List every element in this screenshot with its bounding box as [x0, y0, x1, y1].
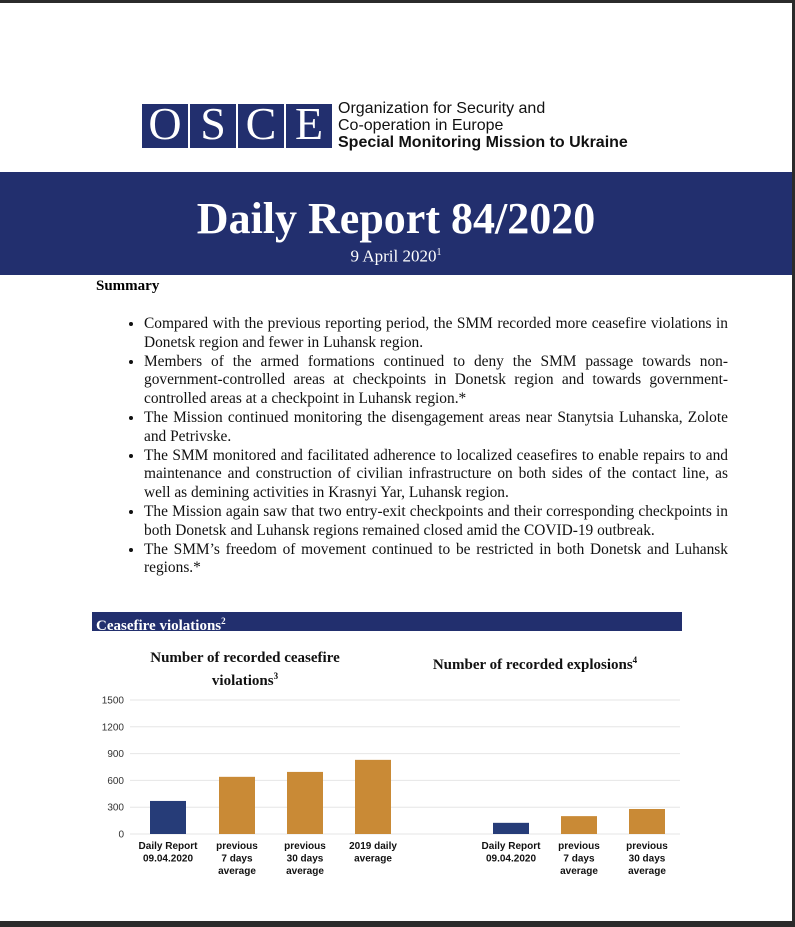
y-tick-label: 600	[107, 775, 124, 787]
bar	[287, 772, 323, 834]
logo-letter: S	[190, 104, 236, 148]
chart-title-violations: Number of recorded ceasefire violations$^3$	[150, 650, 340, 689]
bar	[150, 801, 186, 834]
org-name-line1: Organization for Security and	[338, 100, 546, 117]
list-item: • The SMM monitored and facilitated adherence to localized ceasefires to enable repairs to and maintenance and construction of civilian infrastructure on both sides of the contact line, as well as demining activities in Krasnyi Yar, Luhansk region.	[144, 447, 728, 503]
y-tick-label: 300	[107, 802, 124, 814]
logo-letter: E	[286, 104, 332, 148]
report-date: 9 April 2020$^1$	[350, 246, 442, 266]
y-tick-label: 1200	[101, 722, 124, 734]
list-item: • The SMM’s freedom of movement continued to be restricted in both Donetsk and Luhansk regions.*	[144, 541, 728, 579]
x-tick-label: Daily Report 09.04.2020	[138, 841, 198, 865]
list-item: • The Mission again saw that two entry-exit checkpoints and their corresponding checkpoints in both Donetsk and Luhansk regions remained closed amid the COVID-19 outbreak.	[144, 503, 728, 541]
list-item: • The Mission continued monitoring the disengagement areas near Stanytsia Luhanska, Zolote and Petrivske.	[144, 409, 728, 447]
y-tick-label: 0	[118, 829, 124, 841]
list-item: • Members of the armed formations continued to deny the SMM passage towards non-government-controlled areas at checkpoints in Donetsk region and towards government-controlled areas at a checkpoint in Luhansk region.*	[144, 353, 728, 409]
bar	[561, 816, 597, 834]
report-page	[0, 3, 792, 921]
bar-charts	[0, 3, 792, 921]
mission-name: Special Monitoring Mission to Ukraine	[338, 134, 628, 151]
report-title: Daily Report 84/2020	[196, 194, 596, 243]
logo-letter: C	[238, 104, 284, 148]
logo-letter: O	[142, 104, 188, 148]
bar	[493, 823, 529, 834]
bar	[629, 809, 665, 834]
section-heading: Ceasefire violations$^2$	[92, 612, 682, 631]
x-tick-label: Daily Report 09.04.2020	[481, 841, 541, 865]
x-tick-label: 2019 daily average	[349, 841, 397, 865]
bar	[355, 760, 391, 834]
bar	[219, 777, 255, 834]
x-tick-label: previous 7 days average	[558, 841, 600, 877]
y-tick-label: 1500	[101, 695, 124, 707]
y-tick-label: 900	[107, 749, 124, 761]
x-tick-label: previous 7 days average	[216, 841, 258, 877]
chart-title-explosions: Number of recorded explosions$^4$	[432, 655, 638, 673]
x-tick-label: previous 30 days average	[626, 841, 668, 877]
summary-heading: Summary	[96, 278, 160, 294]
list-item: • Compared with the previous reporting period, the SMM recorded more ceasefire violations in Donetsk region and fewer in Luhansk region.	[144, 315, 728, 353]
x-tick-label: previous 30 days average	[284, 841, 326, 877]
org-name-line2: Co-operation in Europe	[338, 117, 504, 134]
